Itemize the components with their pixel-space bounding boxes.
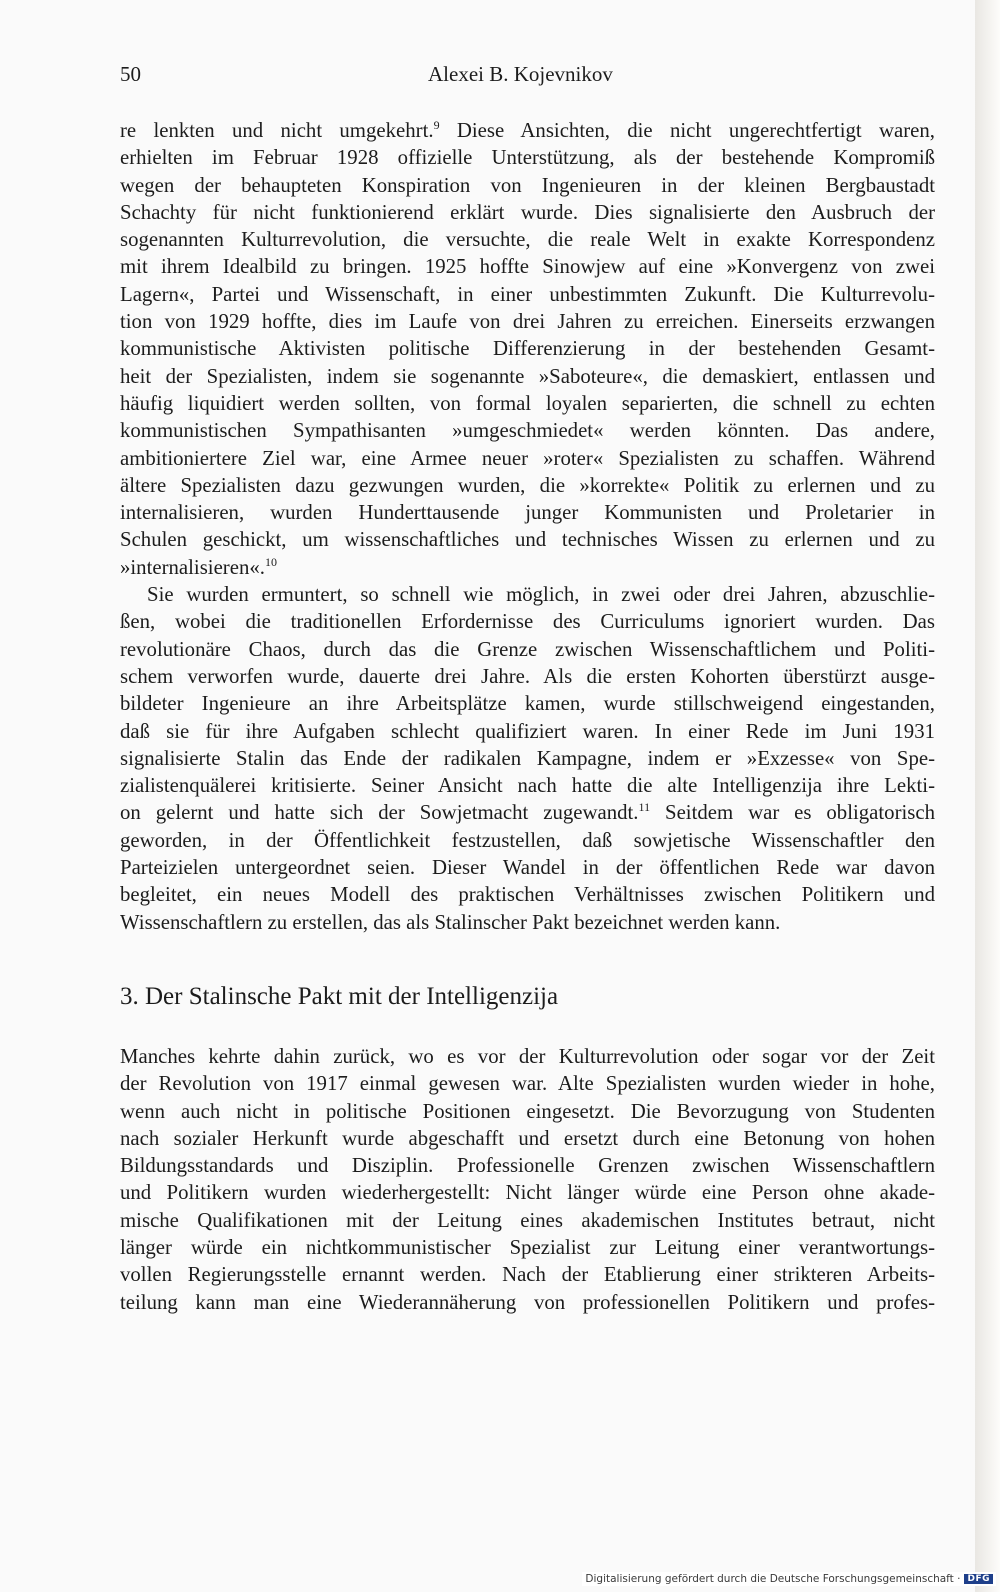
text-line: Sie wurden ermuntert, so schnell wie möglich, in zwei oder drei Jahren, abzuschlie-: [147, 583, 935, 607]
page-number: 50: [120, 62, 141, 86]
paragraph-3: [120, 1043, 935, 1316]
text-line: vollen Regierungsstelle ernannt werden. Nach der Etablierung einer strikteren Arbeits-: [120, 1263, 935, 1287]
header-author: Alexei B. Kojevnikov: [428, 62, 613, 86]
section-heading: 3. Der Stalinsche Pakt mit der Intelligenzija: [120, 982, 559, 1010]
text-line: ambitioniertere Ziel war, eine Armee neuer »roter« Spezialisten zu schaffen. Während: [120, 446, 935, 470]
text-line: kommunistischen Sympathisanten »umgeschmiedet« werden könnten. Das andere,: [120, 419, 935, 443]
paragraph-1: [120, 117, 935, 581]
text-line: internalisieren, wurden Hunderttausende junger Kommunisten und Proletarier in: [120, 501, 935, 525]
text-line: kommunistische Aktivisten politische Differenzierung in der bestehenden Gesamt-: [120, 337, 935, 361]
text-line: signalisierte Stalin das Ende der radikalen Kampagne, indem er »Exzesse« von Spe-: [120, 746, 935, 770]
text-line: »internalisieren«.$^{10}$: [120, 554, 277, 579]
text-line: Manches kehrte dahin zurück, wo es vor der Kulturrevolution oder sogar vor der Zeit: [120, 1044, 935, 1068]
text-line: tion von 1929 hoffte, dies im Laufe von drei Jahren zu erreichen. Einerseits erzwangen: [120, 310, 935, 334]
text-line: on gelernt und hatte sich der Sowjetmacht zugewandt.$^{11}$ Seitdem war es obligatorisch: [120, 800, 935, 825]
text-line: Parteizielen untergeordnet seien. Dieser Wandel in der öffentlichen Rede war davon: [120, 856, 935, 880]
dfg-logo: DFG: [964, 1574, 993, 1584]
text-line: häufig liquidiert werden sollten, von formal loyalen separierten, die schnell zu echten: [120, 391, 935, 415]
text-line: Schulen geschickt, um wissenschaftliches und technisches Wissen zu erlernen und zu: [120, 528, 935, 552]
text-line: der Revolution von 1917 einmal gewesen war. Alte Spezialisten wurden wieder in hohe,: [120, 1072, 935, 1096]
text-line: länger würde ein nichtkommunistischer Spezialist zur Leitung einer verantwortungs-: [120, 1235, 935, 1259]
text-line: nach sozialer Herkunft wurde abgeschafft und ersetzt durch eine Betonung von hohen: [120, 1126, 935, 1150]
footnote-marker[interactable]: 11: [638, 800, 651, 815]
paragraph-2: [120, 581, 935, 936]
digitization-credit: [582, 1572, 996, 1586]
text-line: mische Qualifikationen mit der Leitung eines akademischen Institutes betraut, nicht: [120, 1208, 935, 1232]
text-line: teilung kann man eine Wiederannäherung von professionellen Politikern und profes-: [120, 1290, 935, 1314]
text-line: bildeter Ingenieure an ihre Arbeitsplätze kamen, wurde stillschweigend eingestanden,: [120, 692, 935, 716]
text-line: schem verworfen wurde, dauerte drei Jahre. Als die ersten Kohorten überstürzt ausge-: [120, 664, 935, 688]
text-line: und Politikern wurden wiederhergestellt: Nicht länger würde eine Person ohne akade-: [120, 1181, 935, 1205]
text-line: ßen, wobei die traditionellen Erfordernisse des Curriculums ignoriert wurden. Das: [120, 610, 935, 634]
page-edge: [975, 0, 1000, 1592]
text-line: mit ihrem Idealbild zu bringen. 1925 hoffte Sinowjew auf eine »Konvergenz von zwei: [120, 255, 935, 279]
text-line: sogenannten Kulturrevolution, die versuchte, die reale Welt in exakte Korrespondenz: [120, 228, 935, 252]
running-header: [120, 62, 880, 92]
text-line: ältere Spezialisten dazu gezwungen wurden, die »korrekte« Politik zu erlernen und zu: [120, 473, 935, 497]
text-line: re lenkten und nicht umgekehrt.$^9$ Diese Ansichten, die nicht ungerechtfertigt waren,: [120, 118, 935, 142]
body-text: [120, 117, 935, 1316]
text-line: wegen der behaupteten Konspiration von Ingenieuren in der kleinen Bergbaustadt: [120, 173, 935, 197]
text-line: revolutionäre Chaos, durch das die Grenze zwischen Wissenschaftlichem und Politi-: [120, 637, 935, 661]
text-line: erhielten im Februar 1928 offizielle Unterstützung, als der bestehende Kompromiß: [120, 146, 935, 170]
text-line: geworden, in der Öffentlichkeit festzustellen, daß sowjetische Wissenschaftler den: [120, 828, 935, 852]
footnote-marker[interactable]: 10: [264, 554, 277, 569]
text-line: Lagern«, Partei und Wissenschaft, in einer unbestimmten Zukunft. Die Kulturrevolu-: [120, 282, 935, 306]
text-line: wenn auch nicht in politische Positionen eingesetzt. Die Bevorzugung von Studenten: [120, 1099, 935, 1123]
text-line: Bildungsstandards und Disziplin. Professionelle Grenzen zwischen Wissenschaftlern: [120, 1154, 935, 1178]
credit-text: Digitalisierung gefördert durch die Deutsche Forschungsgemeinschaft ·: [585, 1573, 961, 1585]
footnote-marker[interactable]: 9: [433, 118, 440, 132]
text-line: zialistenquälerei kritisierte. Seiner Ansicht nach hatte die alte Intelligenzija ihre Lekti-: [120, 774, 935, 798]
text-line: Schachty für nicht funktionierend erklärt wurde. Dies signalisierte den Ausbruch der: [120, 200, 935, 224]
text-line: daß sie für ihre Aufgaben schlecht qualifiziert waren. In einer Rede im Juni 1931: [120, 719, 935, 743]
text-line: Wissenschaftlern zu erstellen, das als Stalinscher Pakt bezeichnet werden kann.: [120, 910, 781, 934]
text-line: heit der Spezialisten, indem sie sogenannte »Saboteure«, die demaskiert, entlassen und: [120, 364, 935, 388]
text-line: begleitet, ein neues Modell des praktischen Verhältnisses zwischen Politikern und: [120, 883, 935, 907]
